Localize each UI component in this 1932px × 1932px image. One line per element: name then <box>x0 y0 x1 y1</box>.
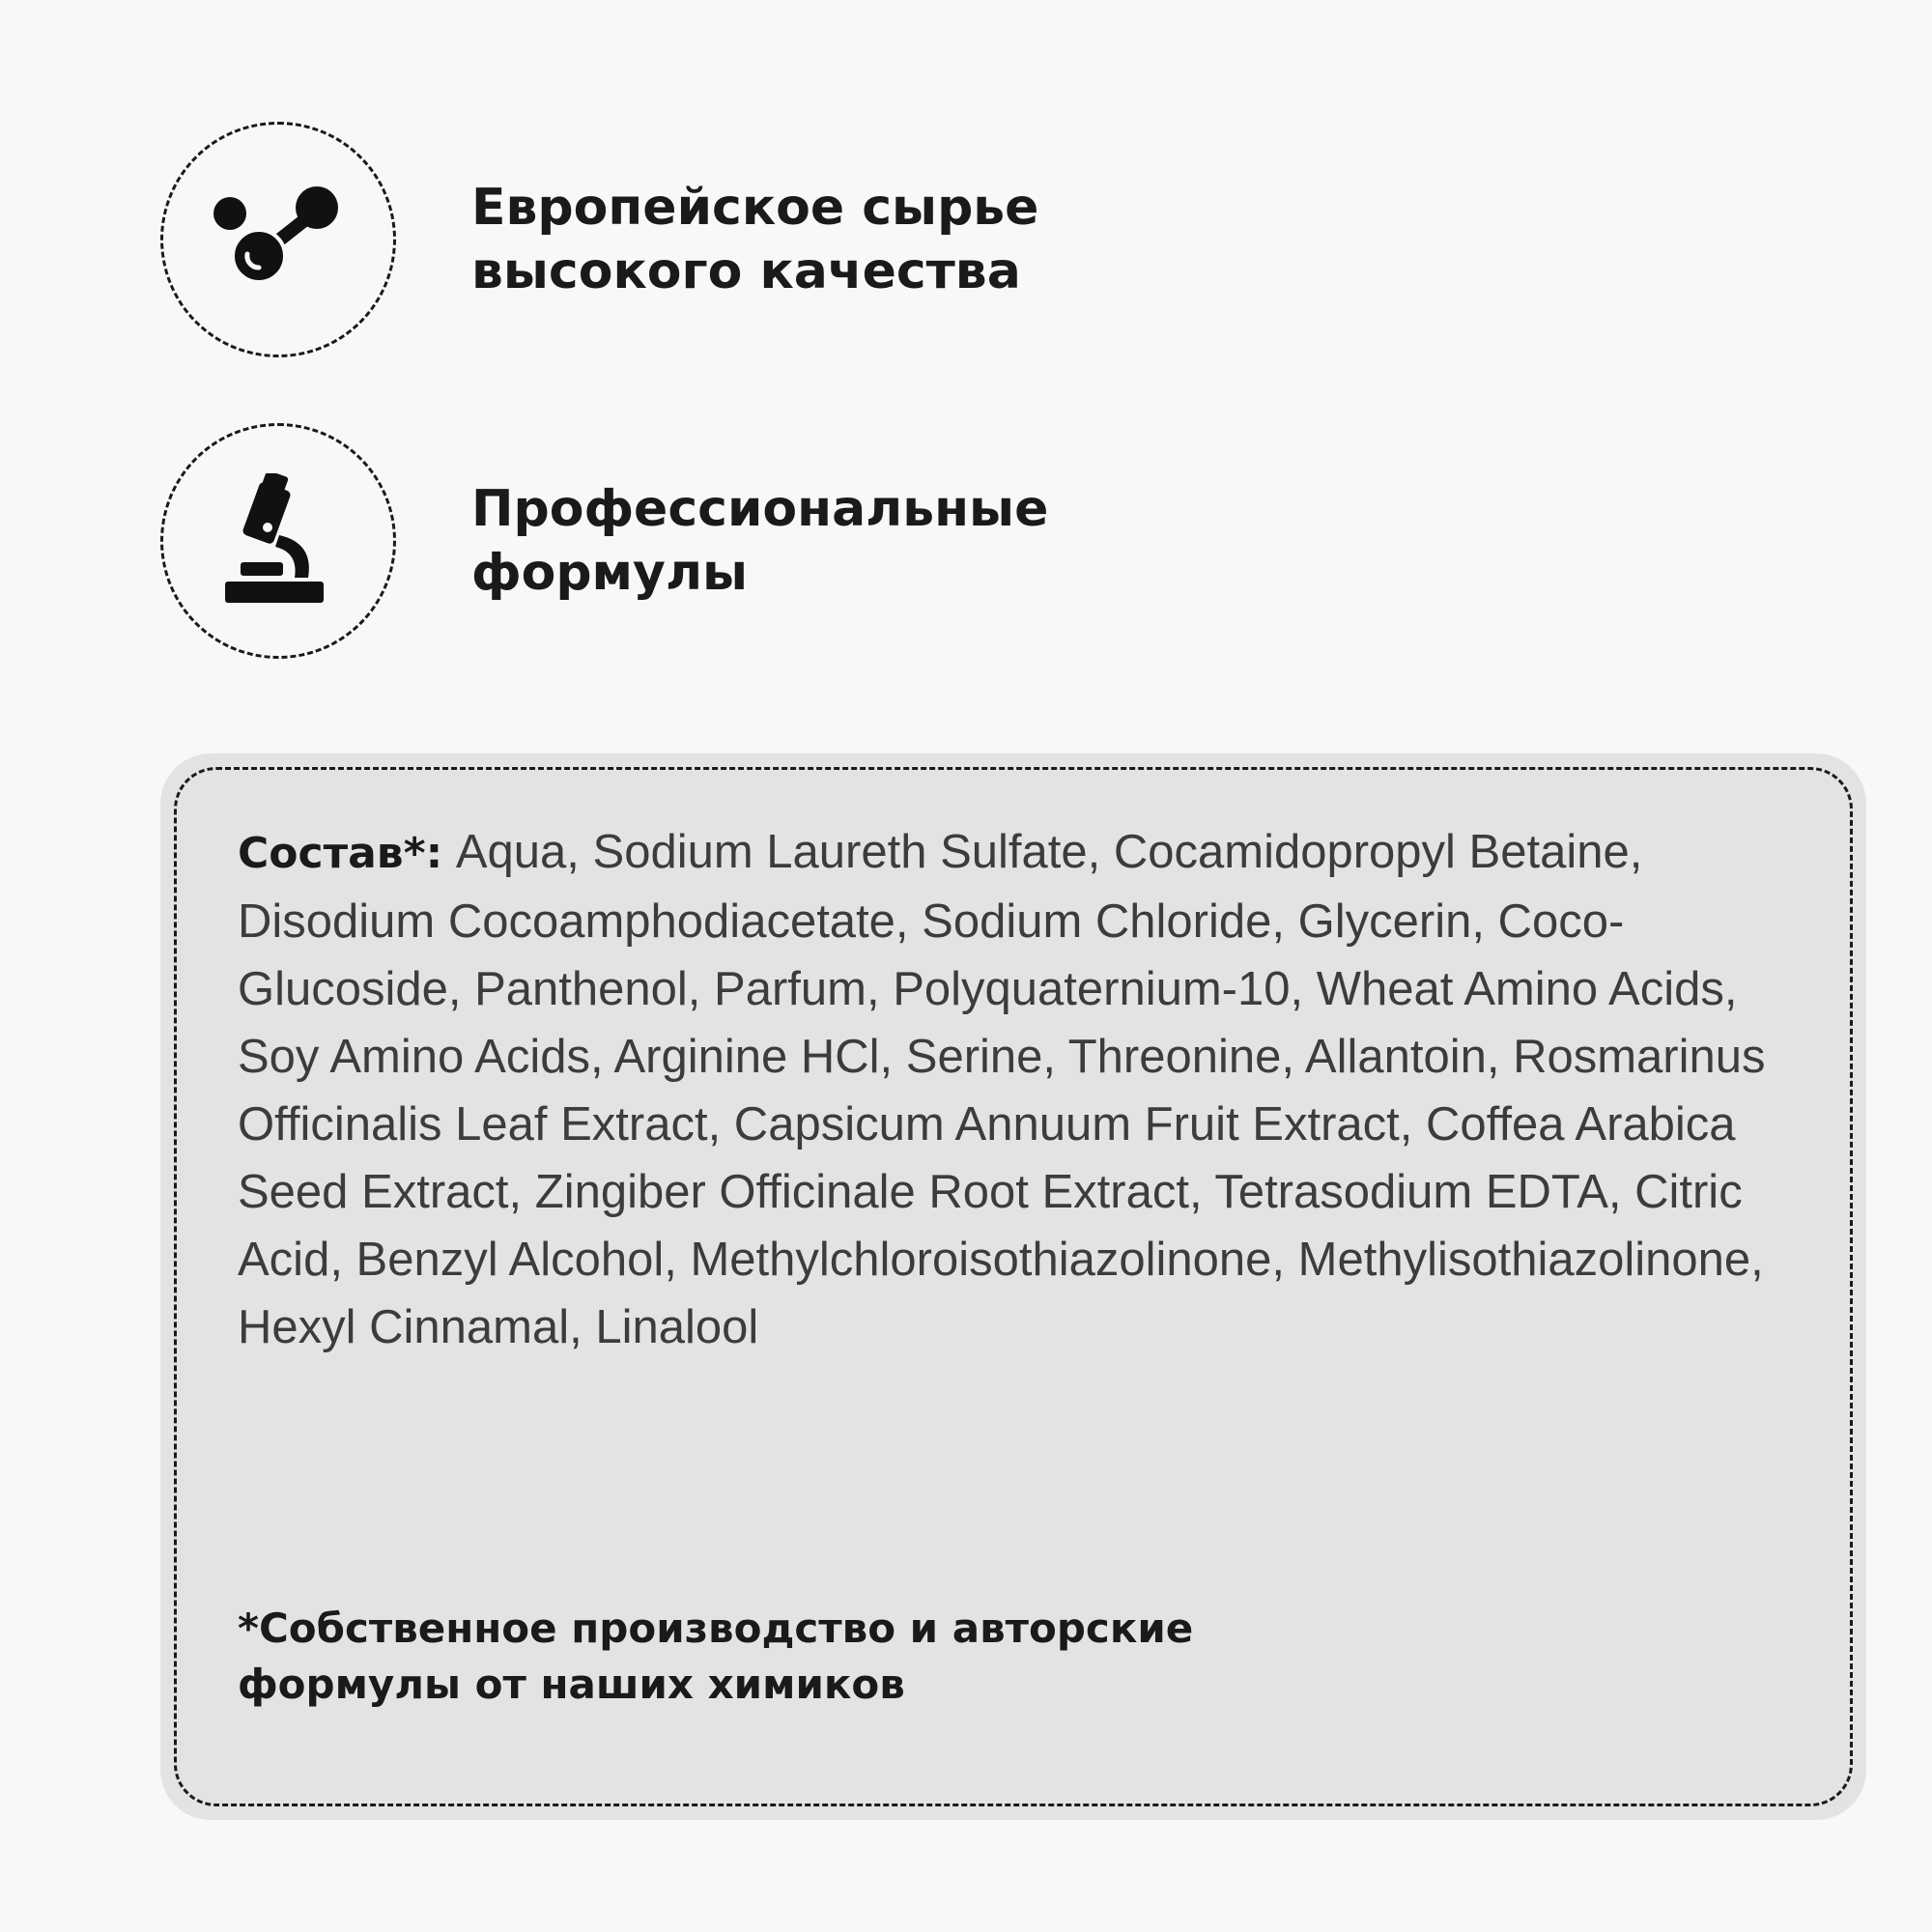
microscope-icon <box>225 473 331 609</box>
composition-ingredients: Aqua, Sodium Laureth Sulfate, Cocamidopropyl Betaine, Disodium Cocoamphodiacetate, Sodium Chloride, Glycerin, Coco-Glucoside, Panthenol, Parfum, Polyquaternium-10, Wheat Amino Acids, Soy Amino Acids, Arginine HCl, Serine, Threonine, Allantoin, Rosmarinus Officinalis Leaf Extract, Capsicum Annuum Fruit Extract, Coffea Arabica Seed Extract, Zingiber Officinale Root Extract, Tetrasodium EDTA, Citric Acid, Benzyl Alcohol, Methylchloroisothiazolinone, Methylisothiazolinone, Hexyl Cinnamal, Linalool <box>238 826 1766 1353</box>
composition-text <box>238 818 1803 1361</box>
molecule-icon-circle <box>160 122 396 357</box>
composition-card <box>160 753 1866 1820</box>
feature-title: Профессиональные формулы <box>471 480 1049 602</box>
molecule-icon <box>211 186 346 293</box>
footnote: *Собственное производство и авторские формулы от наших химиков <box>238 1605 1194 1708</box>
feature-professional-formulas <box>160 423 1048 659</box>
microscope-icon-circle <box>160 423 396 659</box>
composition-card-dashed-border <box>174 767 1853 1806</box>
composition-label: Состав*: <box>238 829 443 878</box>
feature-title: Европейское сырье высокого качества <box>471 179 1039 300</box>
feature-european-raw-materials <box>160 122 1038 357</box>
